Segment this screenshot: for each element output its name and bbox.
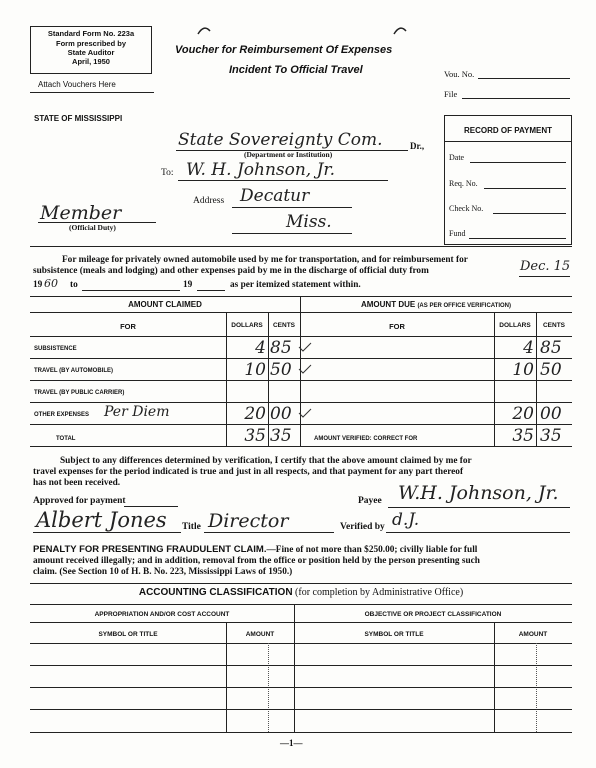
department-caption: (Department or Institution): [244, 150, 333, 159]
certify-line-3: has not been received.: [33, 478, 121, 488]
approver-field[interactable]: [33, 532, 181, 533]
claimed-cents-travel: 50: [270, 360, 292, 380]
row-rule-3: [30, 402, 572, 403]
certify-line-2: travel expenses for the period indicated is true and just in all respects, and that payment for any part thereof: [33, 467, 464, 477]
punch-mark-right: [393, 25, 407, 35]
accounting-header-rule: [30, 622, 572, 623]
table-top-rule: [30, 296, 572, 297]
row-label-subsistence: SUBSISTENCE: [34, 346, 77, 352]
record-check-label: Check No.: [449, 204, 484, 213]
claimed-dollars-travel: 10: [244, 360, 266, 380]
punch-mark-left: [197, 25, 211, 35]
attach-vouchers: Attach Vouchers Here: [38, 80, 116, 89]
to-date-field[interactable]: [82, 290, 180, 291]
check-mark-2: [298, 364, 312, 374]
appropriation-header: APPROPRIATION AND/OR COST ACCOUNT: [94, 611, 230, 618]
due-cents-travel: 50: [540, 360, 562, 380]
record-title: RECORD OF PAYMENT: [463, 126, 552, 135]
department-handwritten: State Sovereignty Com.: [178, 130, 383, 150]
table-bottom-rule: [30, 446, 572, 447]
record-check-field[interactable]: [493, 213, 566, 214]
form-title: Voucher for Reimbursement Of Expenses: [175, 44, 393, 56]
title-field[interactable]: [204, 532, 334, 533]
symbol-header-left: SYMBOL OR TITLE: [98, 631, 158, 638]
row-label-travel-carrier: TRAVEL (BY PUBLIC CARRIER): [34, 390, 125, 396]
amount-due-title: AMOUNT DUE: [360, 300, 416, 309]
record-fund-field[interactable]: [469, 238, 566, 239]
row-label-other: OTHER EXPENSES: [34, 412, 90, 418]
intro-line-1: For mileage for privately owned automobile used by me for transportation, and for reimbursement for: [62, 255, 468, 265]
dr-label: Dr.,: [410, 141, 425, 151]
row-label-travel-auto: TRAVEL (BY AUTOMOBILE): [34, 368, 114, 374]
penalty-text-1: —Fine of not more than $250.00; civilly liable for full: [266, 545, 478, 555]
approved-label: Approved for payment: [33, 496, 126, 506]
row-rule-4: [30, 424, 572, 425]
due-dollars-total: 35: [512, 426, 534, 446]
penalty-line-2: amount received illegally; and in addition, removal from the office or position held by the person presenting such: [33, 556, 480, 566]
table-header-rule-1: [30, 312, 572, 313]
intro-line-3: as per itemized statement within.: [230, 280, 361, 290]
file-field[interactable]: [462, 98, 570, 99]
address-field-1[interactable]: [232, 207, 352, 208]
col-divider-due-cents: [536, 312, 537, 446]
year-19-b: 19: [183, 280, 193, 290]
due-cents-header: CENTS: [542, 322, 566, 329]
certify-line-1: Subject to any differences determined by verification, I certify that the above amount claimed by me for: [60, 456, 472, 466]
to-label: To:: [161, 168, 174, 178]
year-19-a: 19: [33, 280, 43, 290]
due-cents-total: 35: [540, 426, 562, 446]
voucher-number-label: Vou. No.: [444, 69, 475, 79]
from-date-handwritten: Dec. 15: [520, 259, 571, 274]
amount-due-note: (AS PER OFFICE VERIFICATION): [417, 303, 511, 309]
accounting-title: [30, 587, 572, 598]
due-dollars-other: 20: [512, 404, 534, 424]
check-mark-1: [298, 342, 312, 352]
attach-rule: [30, 92, 154, 93]
amount-due-header: [300, 300, 572, 309]
page-number: —1—: [280, 738, 303, 748]
due-for-header: FOR: [389, 322, 405, 331]
intro-line-2: subsistence (meals and lodging) and other expenses paid by me in the discharge of official duty from: [33, 266, 429, 276]
to-field[interactable]: [178, 180, 388, 181]
voucher-number-field[interactable]: [478, 78, 570, 79]
col-divider-claimed-cents: [268, 312, 269, 446]
record-title-rule: [445, 141, 571, 142]
form-prescribed: Form prescribed by: [55, 39, 127, 48]
intro-to-word: to: [70, 280, 78, 290]
address-handwritten-2: Miss.: [286, 212, 332, 232]
official-duty-handwritten: Member: [40, 202, 122, 224]
row-label-total: TOTAL: [56, 436, 76, 442]
payee-field[interactable]: [388, 507, 570, 508]
accounting-heading: ACCOUNTING CLASSIFICATION: [138, 587, 293, 598]
address-handwritten-1: Decatur: [240, 186, 310, 206]
address-field-2[interactable]: [232, 233, 352, 234]
accounting-title-rule: [30, 604, 572, 605]
form-number: Standard Form No. 223a: [47, 29, 135, 38]
approved-field[interactable]: [124, 506, 178, 507]
address-label: Address: [193, 196, 225, 206]
accounting-col-3: [494, 622, 495, 732]
form-subtitle: Incident To Official Travel: [229, 64, 363, 76]
payee-signature: W.H. Johnson, Jr.: [398, 482, 559, 504]
title-handwritten: Director: [208, 510, 289, 532]
due-cents-other: 00: [540, 404, 562, 424]
table-header-rule-2: [30, 336, 572, 337]
from-date-field[interactable]: [519, 276, 570, 277]
penalty-line-1: [33, 545, 477, 556]
amount-header-left: AMOUNT: [245, 631, 275, 638]
accounting-bottom-rule: [30, 732, 572, 733]
verified-correct-label: AMOUNT VERIFIED: CORRECT FOR: [314, 436, 418, 442]
payee-name-handwritten: W. H. Johnson, Jr.: [186, 160, 336, 180]
record-req-label: Req. No.: [449, 179, 478, 188]
verified-label: Verified by: [340, 522, 385, 532]
claimed-cents-header: CENTS: [272, 322, 296, 329]
check-mark-3: [298, 408, 312, 418]
verified-initials: d.J.: [392, 510, 420, 530]
accounting-row-2: [30, 687, 572, 688]
form-auditor: State Auditor: [67, 48, 115, 57]
amount-claimed-header: AMOUNT CLAIMED: [128, 300, 202, 309]
due-cents-subsistence: 85: [540, 338, 562, 358]
record-date-label: Date: [449, 153, 465, 162]
due-dollars-subsistence: 4: [523, 338, 534, 358]
accounting-col-2: [294, 604, 295, 732]
claimed-dollars-total: 35: [244, 426, 266, 446]
objective-header: OBJECTIVE OR PROJECT CLASSIFICATION: [364, 611, 502, 618]
row-other-handwritten: Per Diem: [104, 404, 170, 420]
official-duty-caption: (Official Duty): [69, 223, 116, 232]
penalty-heading: PENALTY FOR PRESENTING FRAUDULENT CLAIM.: [33, 544, 267, 555]
claimed-dollars-header: DOLLARS: [231, 322, 263, 329]
record-date-field[interactable]: [470, 162, 566, 163]
amount-header-right: AMOUNT: [518, 631, 548, 638]
due-dollars-header: DOLLARS: [499, 322, 531, 329]
claimed-cents-subsistence: 85: [270, 338, 292, 358]
accounting-subheader-rule: [30, 643, 572, 644]
accounting-top-rule: [30, 583, 572, 584]
claimed-cents-total: 35: [270, 426, 292, 446]
claimed-cents-other: 00: [270, 404, 292, 424]
payee-label: Payee: [358, 496, 382, 506]
record-fund-label: Fund: [449, 229, 466, 238]
row-rule-1: [30, 358, 572, 359]
state-heading: STATE OF MISSISSIPPI: [34, 114, 123, 123]
penalty-line-3: claim. (See Section 10 of H. B. No. 223, Mississippi Laws of 1950.): [33, 567, 293, 577]
section-divider-1: [30, 246, 572, 247]
claimed-dollars-subsistence: 4: [255, 338, 266, 358]
accounting-note: (for completion by Administrative Office): [295, 587, 464, 598]
accounting-row-1: [30, 665, 572, 666]
claimed-for-header: FOR: [120, 322, 136, 331]
approver-signature: Albert Jones: [36, 508, 167, 532]
file-label: File: [444, 89, 458, 99]
claimed-dollars-other: 20: [244, 404, 266, 424]
row-rule-2: [30, 380, 572, 381]
year-handwritten: 60: [44, 277, 58, 290]
accounting-col-1: [226, 622, 227, 732]
to-year-field[interactable]: [197, 290, 225, 291]
due-dollars-travel: 10: [512, 360, 534, 380]
accounting-row-3: [30, 709, 572, 710]
form-date: April, 1950: [72, 57, 110, 66]
title-label: Title: [182, 522, 201, 532]
record-req-field[interactable]: [484, 188, 566, 189]
symbol-header-right: SYMBOL OR TITLE: [364, 631, 424, 638]
verified-field[interactable]: [386, 532, 570, 533]
